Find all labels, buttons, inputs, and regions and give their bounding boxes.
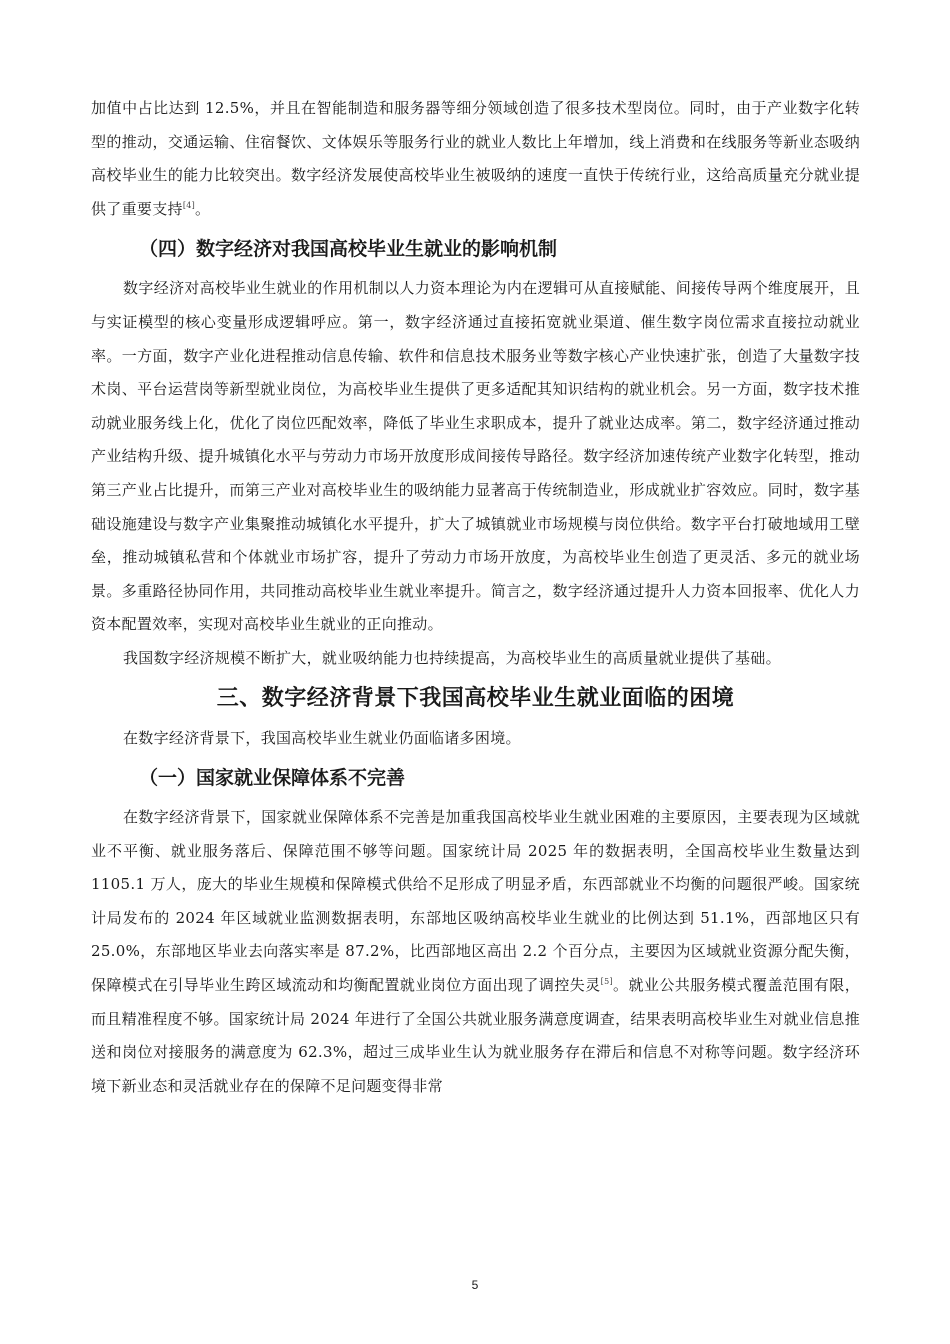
- page-content: [91, 92, 860, 1103]
- citation-ref: [4]: [182, 200, 196, 210]
- citation-ref: [5]: [600, 977, 613, 987]
- paragraph-summary: 我国数字经济规模不断扩大，就业吸纳能力也持续提高，为高校毕业生的高质量就业提供了基础。: [123, 648, 781, 667]
- paragraph-security-system: [91, 801, 860, 1103]
- paragraph-mechanism: 数字经济对高校毕业生就业的作用机制以人力资本理论为内在逻辑可从直接赋能、间接传导两个维度展开，且与实证模型的核心变量形成逻辑呼应。第一，数字经济通过直接拓宽就业渠道、催生数字岗位需求直接拉动就业率。一方面，数字产业化进程推动信息传输、软件和信息技术服务业等数字核心产业快速扩张，创造了大量数字技术岗、平台运营岗等新型就业岗位，为高校毕业生提供了更多适配其知识结构的就业机会。另一方面，数字技术推动就业服务线上化，优化了岗位匹配效率，降低了毕业生求职成本，提升了就业达成率。第二，数字经济通过推动产业结构升级、提升城镇化水平与劳动力市场开放度形成间接传导路径。数字经济加速传统产业数字化转型，推动第三产业占比提升，而第三产业对高校毕业生的吸纳能力显著高于传统制造业，形成就业扩容效应。同时，数字基础设施建设与数字产业集聚推动城镇化水平提升，扩大了城镇就业市场规模与岗位供给。数字平台打破地域用工壁垒，推动城镇私营和个体就业市场扩容，提升了劳动力市场开放度，为高校毕业生创造了更灵活、多元的就业场景。多重路径协同作用，共同推动高校毕业生就业率提升。简言之，数字经济通过提升人力资本回报率、优化人力资本配置效率，实现对高校毕业生就业的正向推动。: [91, 279, 860, 634]
- paragraph-tail: 。就业公共服务模式覆盖范围有限，而且精准程度不够。国家统计局 2024 年进行了全国公共就业服务满意度调查，结果表明高校毕业生对就业信息推送和岗位对接服务的满意度为 62.3%，超过三成毕业生认为就业服务存在滞后和信息不对称等问题。数字经济环境下新业态和灵活就业存在的保障不足问题变得非常: [91, 976, 860, 1095]
- subsection-heading-1: （一）国家就业保障体系不完善: [139, 767, 406, 790]
- page-number: 5: [471, 1278, 479, 1292]
- paragraph-text: 在数字经济背景下，国家就业保障体系不完善是加重我国高校毕业生就业困难的主要原因，主要表现为区域就业不平衡、就业服务落后、保障范围不够等问题。国家统计局 2025 年的数据表明，全国高校毕业生数量达到 1105.1 万人，庞大的毕业生规模和保障模式供给不足形成了明显矛盾，东西部就业不均衡的问题很严峻。国家统计局发布的 2024 年区域就业监测数据表明，东部地区吸纳高校毕业生就业的比例达到 51.1%，西部地区只有 25.0%，东部地区毕业去向落实率是 87.2%，比西部地区高出 2.2 个百分点，主要因为区域就业资源分配失衡，保障模式在引导毕业生跨区域流动和均衡配置就业岗位方面出现了调控失灵: [91, 808, 860, 995]
- subsection-heading-4: （四）数字经济对我国高校毕业生就业的影响机制: [139, 238, 558, 261]
- paragraph-continued: [91, 92, 860, 226]
- paragraph-text: 加值中占比达到 12.5%，并且在智能制造和服务器等细分领域创造了很多技术型岗位。同时，由于产业数字化转型的推动，交通运输、住宿餐饮、文体娱乐等服务行业的就业人数比上年增加，线上消费和在线服务等新业态吸纳高校毕业生的能力比较突出。数字经济发展使高校毕业生被吸纳的速度一直快于传统行业，这给高质量充分就业提供了重要支持: [91, 99, 860, 218]
- section-heading-3: 三、数字经济背景下我国高校毕业生就业面临的困境: [216, 685, 735, 711]
- paragraph-tail: 。: [195, 199, 211, 218]
- paragraph-intro: 在数字经济背景下，我国高校毕业生就业仍面临诸多困境。: [123, 728, 521, 747]
